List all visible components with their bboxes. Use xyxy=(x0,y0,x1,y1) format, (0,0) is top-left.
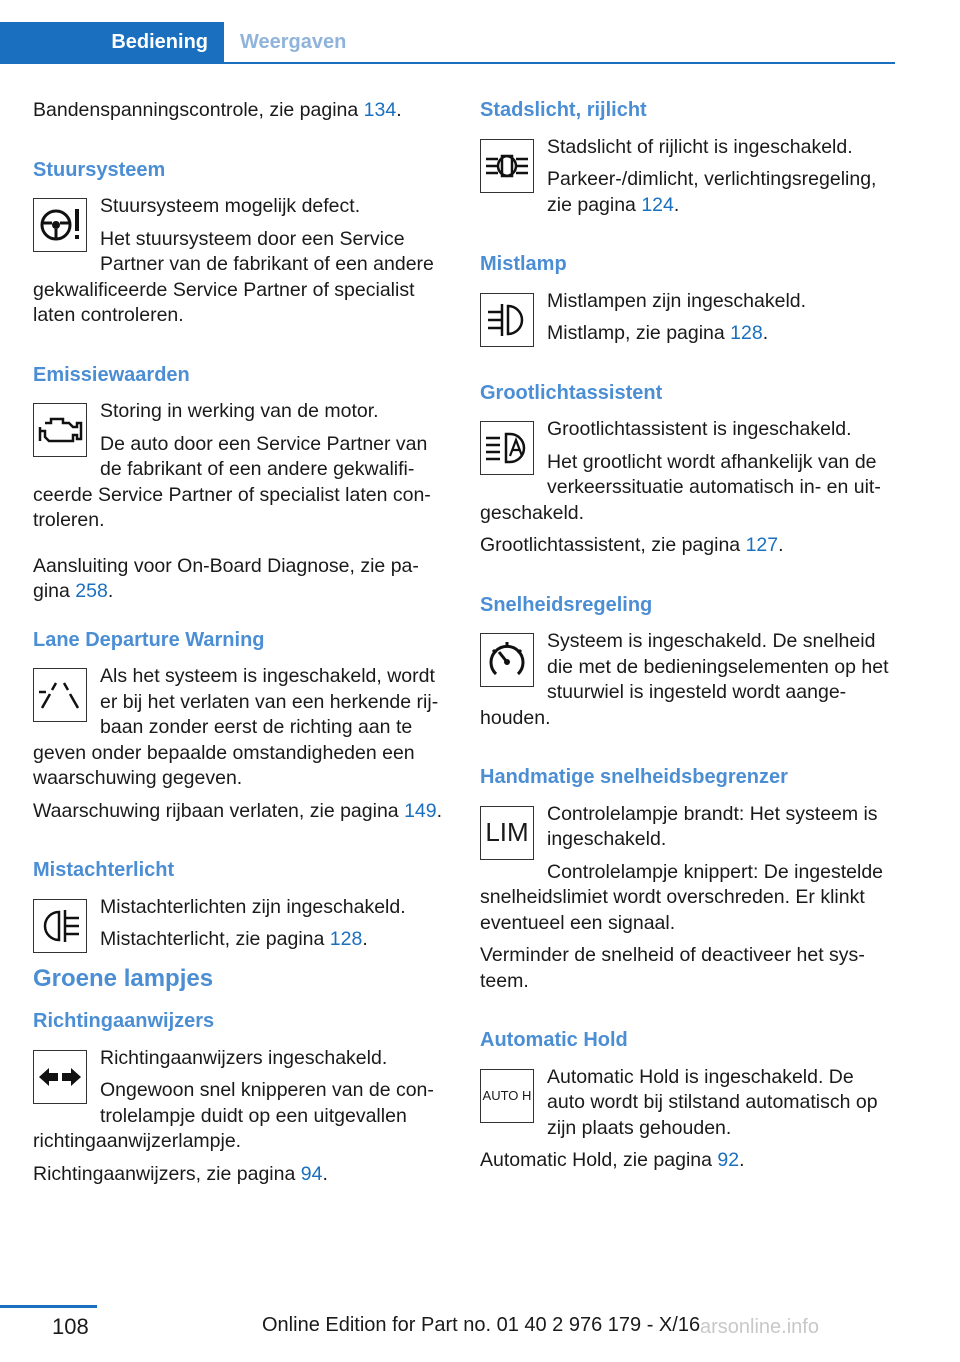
section-title-mistachter: Mistachterlicht xyxy=(33,859,175,881)
groot-p2: Het grootlicht wordt afhankelijk van de verkeerssituatie automatisch in- en uitgeschakeld. xyxy=(480,450,881,524)
section-heading-groene: Groene lampjes xyxy=(33,964,214,992)
mist-p1: Mistlampen zijn ingeschakeld. xyxy=(547,289,807,312)
emissie-p3: Aansluiting voor On-Board Diagnose, zie pagina 258. xyxy=(33,554,419,602)
watermark: arsonline.info xyxy=(700,1316,819,1338)
section-title-lane: Lane Departure Warning xyxy=(33,628,265,651)
engine-icon xyxy=(33,403,87,457)
front-fog-icon xyxy=(480,293,534,347)
stuur-p2: Het stuursysteem door een Service Partner van de fabrikant of een andere gekwalificeerde Service Partner of specialist laten controleren. xyxy=(33,227,434,326)
groot-p1: Grootlichtassistent is ingeschakeld. xyxy=(547,418,852,440)
section-title-groot: Grootlichtassistent xyxy=(480,381,663,404)
page-link[interactable]: 92 xyxy=(717,1149,740,1171)
stuur-p1: Stuursysteem mogelijk defect. xyxy=(100,195,361,217)
richting-p1: Richtingaanwijzers ingeschakeld. xyxy=(100,1046,388,1069)
stads-p1: Stadslicht of rijlicht is ingeschakeld. xyxy=(547,135,853,158)
begrenzer-p3: Verminder de snelheid of deactiveer het systeem. xyxy=(480,944,865,992)
left-column xyxy=(33,98,445,1194)
intro-paragraph: Bandenspanningscontrole, zie pagina 134. xyxy=(33,99,402,121)
section-title-hold: Automatic Hold xyxy=(480,1029,628,1051)
page-link[interactable]: 94 xyxy=(300,1162,323,1185)
section-title-stads: Stadslicht, rijlicht xyxy=(480,99,647,121)
rear-fog-icon xyxy=(33,899,87,953)
begrenzer-p1: Controlelampje brandt: Het systeem is ingeschakeld. xyxy=(547,802,878,850)
lane-departure-icon xyxy=(33,668,87,722)
mist-p2: Mistlamp, zie pagina 128. xyxy=(547,322,769,344)
cruise-control-icon xyxy=(480,633,534,687)
section-title-emissie: Emissiewaarden xyxy=(33,363,190,386)
begrenzer-p2: Controlelampje knippert: De ingestelde snelheidslimiet wordt overschreden. Er klinkt eventueel een signaal. xyxy=(480,860,884,934)
hold-p2: Automatic Hold, zie pagina 92. xyxy=(480,1149,745,1171)
snelheid-p1: Systeem is ingeschakeld. De snelheid die met de bedieningselementen op het stuurwiel is ingesteld wordt aangehouden. xyxy=(480,630,889,729)
section-title-begrenzer: Handmatige snelheidsbegrenzer xyxy=(480,766,788,788)
mistachter-p2: Mistachterlicht, zie pagina 128. xyxy=(100,928,368,950)
page-number: 108 xyxy=(52,1314,89,1339)
groot-p3: Grootlichtassistent, zie pagina 127. xyxy=(480,534,784,556)
lim-icon-text: LIM xyxy=(485,816,529,847)
page-link[interactable]: 258 xyxy=(75,580,108,602)
page-link[interactable]: 128 xyxy=(329,928,363,950)
page-link[interactable]: 149 xyxy=(404,799,437,822)
speed-limiter-icon xyxy=(480,806,534,860)
lane-p2: Waarschuwing rijbaan verlaten, zie pagina 149. xyxy=(33,799,443,822)
page-link[interactable]: 124 xyxy=(641,193,674,216)
emissie-p2: De auto door een Service Partner van de fabrikant of een andere gekwalificeerde Service Partner of specialist laten controleren. xyxy=(33,432,431,531)
stads-p2: Parkeer-/dimlicht, verlichtingsregeling, zie pagina 124. xyxy=(547,168,877,216)
section-title-mist: Mistlamp xyxy=(480,253,567,275)
high-beam-assistant-icon xyxy=(480,421,534,475)
lane-p1: Als het systeem is ingeschakeld, wordt er bij het verlaten van een herkende rijbaan zonder eerst de richting aan te geven onder bepaalde omstandigheden een waarschuwing gegeven. xyxy=(33,665,439,789)
mistachter-p1: Mistachterlichten zijn ingeschakeld. xyxy=(100,895,406,918)
tab-weergaven[interactable]: Weergaven xyxy=(240,31,347,53)
page-link[interactable]: 134 xyxy=(363,99,397,121)
tab-bediening[interactable]: Bediening xyxy=(0,22,224,62)
parking-light-icon xyxy=(480,139,534,193)
page-link[interactable]: 127 xyxy=(745,534,779,556)
section-title-snelheid: Snelheidsregeling xyxy=(480,593,653,616)
richting-p3: Richtingaanwijzers, zie pagina 94. xyxy=(33,1162,328,1185)
section-title-richting: Richtingaanwijzers xyxy=(33,1010,215,1032)
steering-warning-icon xyxy=(33,198,87,252)
edition-text: Online Edition for Part no. 01 40 2 976 179 - X/16 xyxy=(262,1314,701,1336)
auto-hold-icon-text: AUTO H xyxy=(482,1087,532,1103)
emissie-p1: Storing in werking van de motor. xyxy=(100,400,379,422)
turn-signal-icon xyxy=(33,1050,87,1104)
footer-divider xyxy=(0,1305,97,1308)
header-tabs xyxy=(0,22,895,64)
auto-hold-icon xyxy=(480,1069,534,1123)
hold-p1: Automatic Hold is ingeschakeld. De auto wordt bij stilstand automatisch op zijn plaats gehouden. xyxy=(547,1065,878,1139)
right-column xyxy=(480,98,892,1181)
richting-p2: Ongewoon snel knipperen van de controlelampje duidt op een uitgevallen richtingaanwijzerlampje. xyxy=(33,1079,434,1152)
section-title-stuursysteem: Stuursysteem xyxy=(33,158,166,181)
page-link[interactable]: 128 xyxy=(730,322,763,344)
